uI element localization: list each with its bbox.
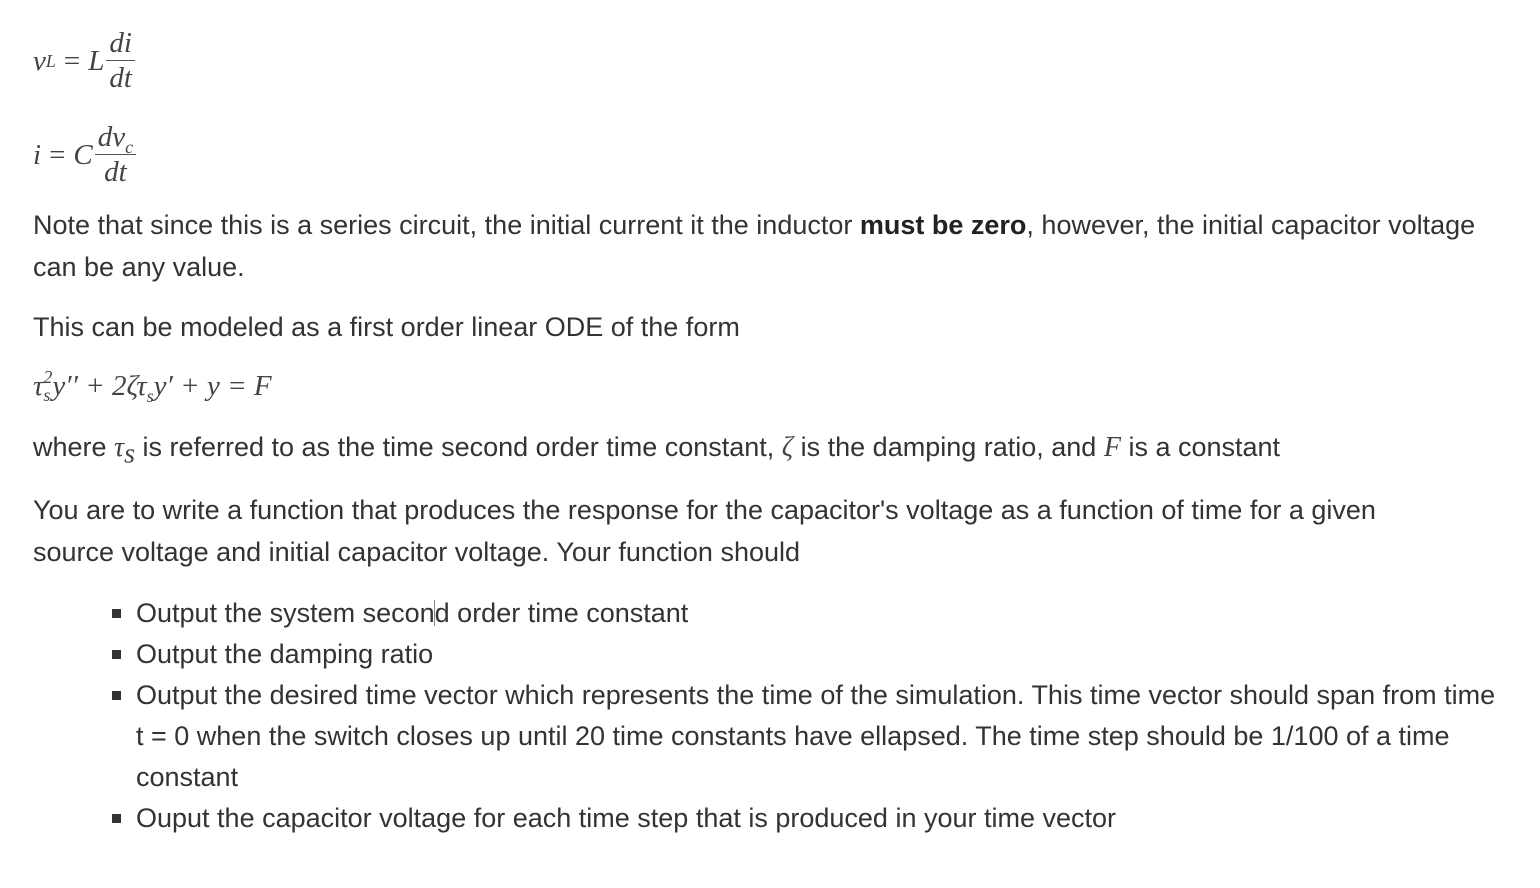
f-symbol: F — [1103, 432, 1121, 463]
two-zeta: 2ζ — [112, 370, 137, 402]
tau-symbol: τ — [114, 432, 125, 463]
equals-sign: = — [49, 138, 66, 171]
y-double-prime: y′′ — [52, 370, 78, 402]
ode-equation — [33, 364, 1523, 408]
where-text-4: is a constant — [1120, 432, 1281, 462]
list-item: Output the desired time vector which represents the time of the simulation. This time vector should span from time t = 0 when the switch closes up until 20 time constants have ellapsed. The time step should be 1/100 of a time constant — [136, 675, 1506, 798]
where-text-1: where — [33, 432, 115, 462]
document-content — [33, 26, 1523, 839]
where-text-2: is referred to as the time second order time constant, — [134, 432, 782, 462]
tau-subscript-2: s — [146, 385, 154, 406]
lhs-variable: v — [33, 44, 46, 77]
zeta-symbol: ζ — [781, 432, 794, 463]
tau-symbol-2: τ — [136, 370, 147, 402]
list-item-text-start: Output the system secon — [136, 598, 435, 628]
numerator-subscript: c — [125, 136, 134, 157]
denominator: dt — [104, 156, 127, 188]
numerator: di — [106, 29, 135, 61]
denominator: dt — [109, 62, 132, 94]
plus-sign: + — [85, 370, 105, 402]
definitions-paragraph — [33, 426, 1523, 469]
note-emphasis: must be zero — [859, 210, 1027, 240]
list-item — [136, 593, 1523, 634]
numerator-variable: dv — [97, 121, 126, 153]
model-paragraph: This can be modeled as a first order linear ODE of the form — [33, 312, 740, 342]
rhs-variable: F — [253, 370, 272, 402]
plus-sign-2: + — [180, 370, 200, 402]
list-item: Output the damping ratio — [136, 634, 1523, 675]
inductor-voltage-equation: v L = L $\frac{di}{dt}$ — [33, 26, 1523, 96]
equals-sign: = — [63, 44, 81, 77]
coefficient: L — [88, 44, 105, 77]
lhs-variable: i — [33, 138, 42, 171]
equals-sign: = — [227, 370, 247, 402]
requirements-list — [33, 593, 1523, 839]
tau-subscript: s — [43, 385, 51, 406]
numerator — [95, 123, 136, 155]
note-paragraph — [33, 204, 1523, 288]
capacitor-current-equation — [33, 120, 1523, 190]
where-text-3: is the damping ratio, and — [793, 432, 1104, 462]
list-item-text-end: d order time constant — [434, 598, 689, 628]
y-prime: y′ — [153, 370, 173, 402]
note-text-start: Note that since this is a series circuit, the initial current it the inductor — [33, 210, 860, 240]
tau-subscript: s — [124, 438, 135, 470]
list-item: Ouput the capacitor voltage for each time step that is produced in your time vector — [136, 798, 1523, 839]
task-paragraph: You are to write a function that produces the response for the capacitor's voltage as a function of time for a given source voltage and initial capacitor voltage. Your function should — [33, 495, 1376, 567]
note-text-end: , however, the initial capacitor voltage can be any value. — [33, 210, 1476, 282]
y-variable: y — [206, 370, 220, 402]
exponent-two: 2 — [43, 367, 53, 388]
derivative-fraction — [106, 29, 135, 93]
coefficient: C — [73, 138, 93, 171]
tau-symbol: τ — [33, 370, 44, 402]
derivative-fraction — [95, 123, 136, 187]
